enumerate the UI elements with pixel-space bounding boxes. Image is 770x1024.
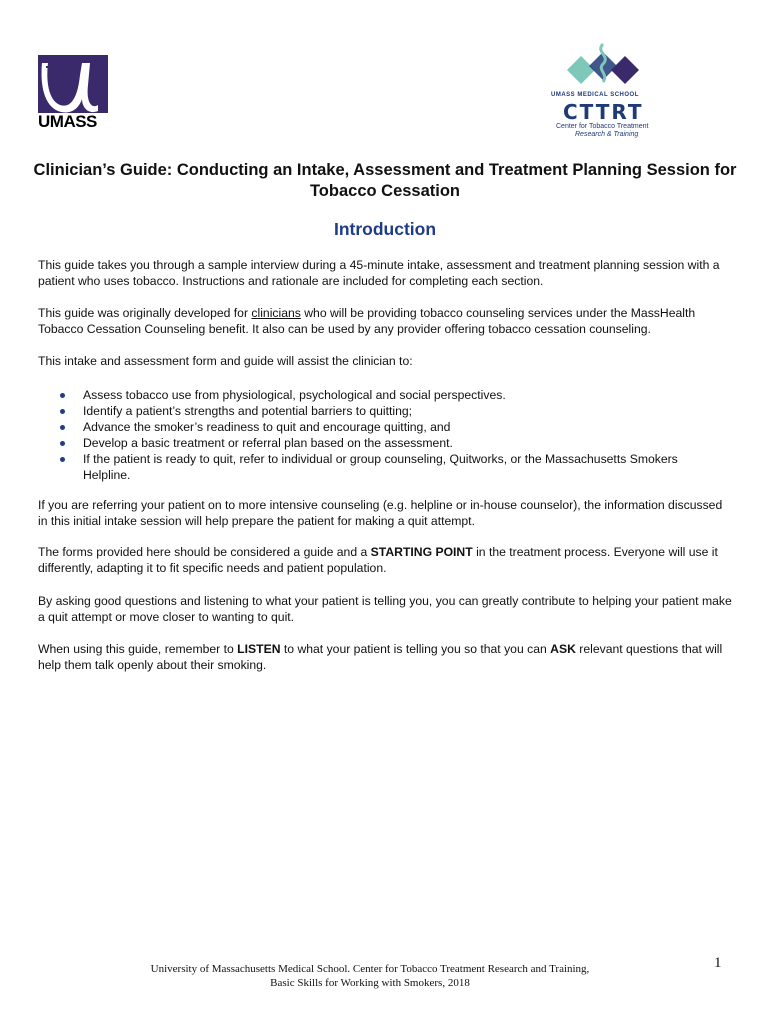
paragraph-7-text-b: to what your patient is telling you so that you can: [280, 642, 551, 656]
paragraph-5-text-a: The forms provided here should be considered a guide and a: [38, 545, 371, 559]
document-title: Clinician’s Guide: Conducting an Intake, Assessment and Treatment Planning Session for Tobacco Cessation: [33, 161, 737, 200]
paragraph-7: [38, 641, 733, 673]
listen-emphasis: LISTEN: [237, 642, 281, 656]
paragraph-1: This guide takes you through a sample interview during a 45-minute intake, assessment and treatment planning session with a patient who uses tobacco. Instructions and rationale are included for completing each section.: [38, 258, 720, 288]
starting-point-emphasis: STARTING POINT: [370, 545, 473, 559]
footer-line-1: University of Massachusetts Medical School. Center for Tobacco Treatment Research and Training,: [150, 963, 590, 975]
section-heading: Introduction: [333, 219, 437, 239]
bullet-item: Develop a basic treatment or referral plan based on the assessment.: [38, 435, 718, 451]
paragraph-3: This intake and assessment form and guide will assist the clinician to:: [38, 354, 413, 368]
cttrt-subtitle-1: Center for Tobacco Treatment: [556, 123, 649, 130]
ask-emphasis: ASK: [550, 642, 576, 656]
paragraph-7-text-c: relevant questions that will help them talk openly about their smoking.: [38, 642, 723, 672]
cttrt-name: CTTRT: [563, 100, 644, 124]
paragraph-2: [38, 305, 733, 337]
paragraph-2-text-b: who will be providing tobacco counseling services under the MassHealth Tobacco Cessation Counseling benefit. It also can be used by any provider offering tobacco cessation counseling.: [38, 306, 696, 336]
bullet-list: [38, 387, 718, 483]
clinicians-link[interactable]: clinicians: [251, 306, 301, 320]
footer-line-2: Basic Skills for Working with Smokers, 2018: [270, 977, 470, 989]
bullet-item: Assess tobacco use from physiological, psychological and social perspectives.: [38, 387, 718, 403]
cttrt-subtitle-2: Research & Training: [575, 131, 639, 138]
paragraph-5-text-b: in the treatment process. Everyone will use it differently, adapting it to fit specific needs and patient population.: [38, 545, 718, 575]
cttrt-school-name: UMASS MEDICAL SCHOOL: [551, 92, 639, 98]
paragraph-4: If you are referring your patient on to more intensive counseling (e.g. helpline or in-house counselor), the information discussed in this initial intake session will help prepare the patient for making a quit attempt.: [38, 498, 723, 528]
paragraph-7-text-a: When using this guide, remember to: [38, 642, 238, 656]
page-footer: [120, 962, 620, 990]
bullet-item: Identify a patient’s strengths and potential barriers to quitting;: [38, 403, 718, 419]
paragraph-5: [38, 544, 733, 576]
paragraph-2-text-a: This guide was originally developed for: [38, 306, 252, 320]
paragraph-6: By asking good questions and listening to what your patient is telling you, you can greatly contribute to helping your patient make a quit attempt or move closer to wanting to quit.: [38, 594, 732, 624]
bullet-item: Advance the smoker’s readiness to quit and encourage quitting, and: [38, 419, 718, 435]
umass-logo-text: UMASS: [38, 112, 97, 131]
page-number: 1: [714, 955, 722, 971]
bullet-item: If the patient is ready to quit, refer to individual or group counseling, Quitworks, or the Massachusetts Smokers Helpline.: [38, 451, 718, 483]
